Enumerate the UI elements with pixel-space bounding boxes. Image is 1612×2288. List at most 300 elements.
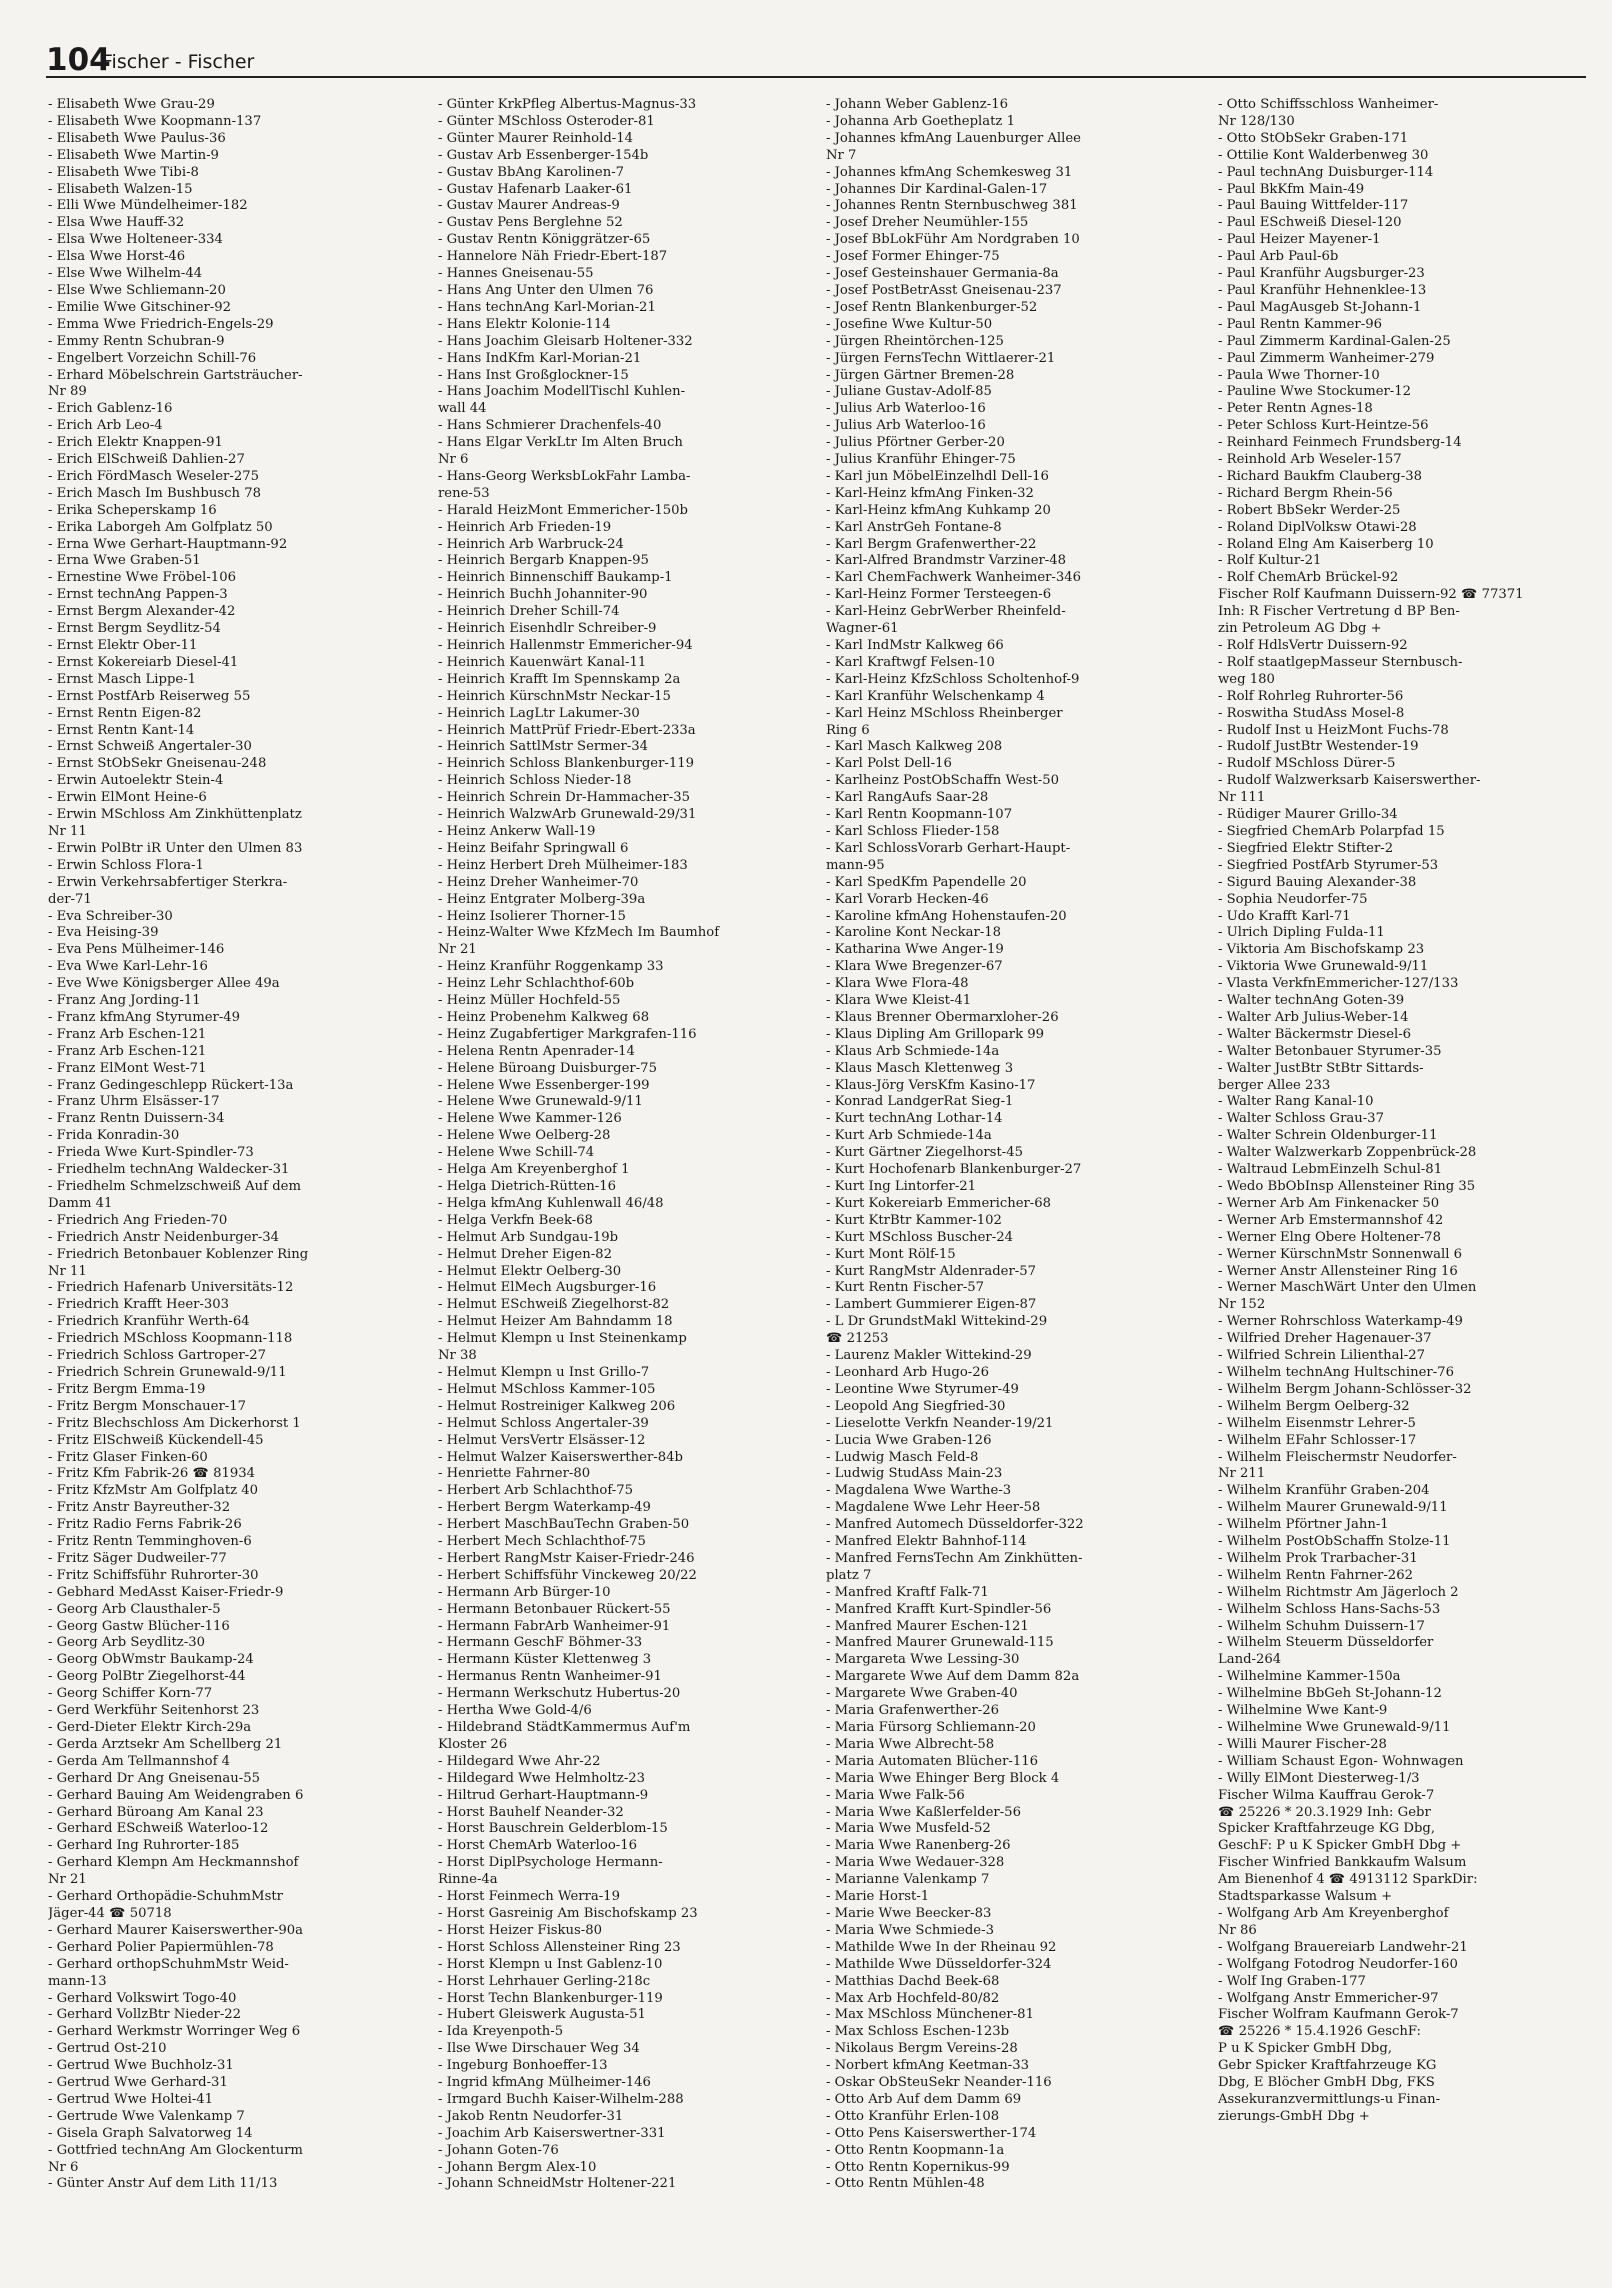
directory-entry: - Gertrud Ost-210 bbox=[48, 2041, 167, 2057]
directory-entry: - Harald HeizMont Emmericher-150b bbox=[438, 502, 688, 518]
directory-entry: - Heinrich Eisenhdlr Schreiber-9 bbox=[438, 621, 657, 637]
directory-entry: - Willy ElMont Diesterweg-1/3 bbox=[1218, 1770, 1420, 1786]
directory-entry: - Wilfried Schrein Lilienthal-27 bbox=[1218, 1348, 1425, 1364]
directory-entry: - Horst Schloss Allensteiner Ring 23 bbox=[438, 1939, 681, 1955]
directory-entry: - Max Arb Hochfeld-80/82 bbox=[826, 1990, 1000, 2006]
directory-column-4 bbox=[1218, 97, 1578, 2247]
directory-entry: der-71 bbox=[48, 891, 92, 907]
directory-entry: - Karl-Heinz Former Tersteegen-6 bbox=[826, 587, 1052, 603]
directory-entry: - Karl-Heinz GebrWerber Rheinfeld- bbox=[826, 604, 1066, 620]
directory-entry: - Herbert Mech Schlachthof-75 bbox=[438, 1534, 646, 1550]
directory-entry: - Heinz Probenehm Kalkweg 68 bbox=[438, 1009, 650, 1025]
directory-entry: - Karl-Heinz kfmAng Finken-32 bbox=[826, 485, 1034, 501]
directory-entry: - Horst ChemArb Waterloo-16 bbox=[438, 1838, 638, 1854]
directory-entry: - Josef Gesteinshauer Germania-8a bbox=[826, 266, 1059, 282]
directory-entry: - Friedrich Ang Frieden-70 bbox=[48, 1212, 228, 1228]
directory-entry: - Hans technAng Karl-Morian-21 bbox=[438, 299, 656, 315]
directory-entry: - Gisela Graph Salvatorweg 14 bbox=[48, 2125, 253, 2141]
directory-entry: - Manfred Kraftf Falk-71 bbox=[826, 1584, 989, 1600]
directory-entry: - Paul MagAusgeb St-Johann-1 bbox=[1218, 299, 1422, 315]
directory-entry: - Karl SchlossVorarb Gerhart-Haupt- bbox=[826, 840, 1071, 856]
directory-column-3 bbox=[826, 97, 1186, 2247]
directory-entry: - Erna Wwe Gerhart-Hauptmann-92 bbox=[48, 536, 288, 552]
directory-entry: - Gertrud Wwe Buchholz-31 bbox=[48, 2058, 234, 2074]
directory-entry: - Johann Bergm Alex-10 bbox=[438, 2159, 597, 2175]
directory-entry: - Nikolaus Bergm Vereins-28 bbox=[826, 2041, 1018, 2057]
directory-entry: - Heinrich MattPrüf Friedr-Ebert-233a bbox=[438, 722, 696, 738]
directory-entry: - Max MSchloss Münchener-81 bbox=[826, 2007, 1034, 2023]
directory-entry: - Jürgen FernsTechn Wittlaerer-21 bbox=[826, 350, 1056, 366]
directory-entry: - Josef BbLokFühr Am Nordgraben 10 bbox=[826, 232, 1080, 248]
directory-entry: - Friedrich Schloss Gartroper-27 bbox=[48, 1348, 266, 1364]
directory-entry: - Lucia Wwe Graben-126 bbox=[826, 1432, 992, 1448]
directory-entry: - Josef Rentn Blankenburger-52 bbox=[826, 299, 1038, 315]
directory-entry: - Roswitha StudAss Mosel-8 bbox=[1218, 705, 1405, 721]
directory-entry: - Gerda Am Tellmannshof 4 bbox=[48, 1753, 231, 1769]
directory-entry: - Hermann Betonbauer Rückert-55 bbox=[438, 1601, 671, 1617]
directory-entry: - Walter Schrein Oldenburger-11 bbox=[1218, 1128, 1438, 1144]
directory-entry: - Horst Techn Blankenburger-119 bbox=[438, 1990, 663, 2006]
directory-entry: - Margarete Wwe Auf dem Damm 82a bbox=[826, 1669, 1080, 1685]
directory-entry: - Juliane Gustav-Adolf-85 bbox=[826, 384, 992, 400]
directory-entry: Nr 86 bbox=[1218, 1922, 1257, 1938]
directory-entry: - Karl Schloss Flieder-158 bbox=[826, 823, 1000, 839]
directory-entry: - Erika Laborgeh Am Golfplatz 50 bbox=[48, 519, 273, 535]
directory-entry: - Ernst Masch Lippe-1 bbox=[48, 671, 197, 687]
directory-entry: Nr 211 bbox=[1218, 1466, 1266, 1482]
directory-entry: Nr 21 bbox=[48, 1872, 87, 1888]
directory-entry: - Manfred Maurer Grunewald-115 bbox=[826, 1635, 1054, 1651]
directory-entry: Nr 11 bbox=[48, 823, 87, 839]
directory-entry: - Werner Elng Obere Holtener-78 bbox=[1218, 1229, 1441, 1245]
directory-entry: - Josef Dreher Neumühler-155 bbox=[826, 215, 1029, 231]
directory-entry: - Henriette Fahrner-80 bbox=[438, 1466, 591, 1482]
directory-entry: - Paul technAng Duisburger-114 bbox=[1218, 164, 1434, 180]
directory-entry: - Franz Uhrm Elsässer-17 bbox=[48, 1094, 220, 1110]
directory-entry: - Wolfgang Arb Am Kreyenberghof bbox=[1218, 1905, 1449, 1921]
directory-entry: Am Bienenhof 4 ☎ 4913112 SparkDir: bbox=[1218, 1872, 1478, 1888]
directory-entry: - Fritz Glaser Finken-60 bbox=[48, 1449, 208, 1465]
directory-entry: - Eva Schreiber-30 bbox=[48, 908, 173, 924]
directory-entry: - Helmut Heizer Am Bahndamm 18 bbox=[438, 1314, 673, 1330]
directory-entry: - Rudolf Walzwerksarb Kaiserswerther- bbox=[1218, 773, 1481, 789]
directory-entry: - Johannes kfmAng Lauenburger Allee bbox=[826, 130, 1081, 146]
directory-entry: - Gebhard MedAsst Kaiser-Friedr-9 bbox=[48, 1584, 284, 1600]
directory-entry: - Leopold Ang Siegfried-30 bbox=[826, 1398, 1006, 1414]
directory-entry: - Reinhold Arb Weseler-157 bbox=[1218, 452, 1402, 468]
directory-entry: - Rudolf JustBtr Westender-19 bbox=[1218, 739, 1419, 755]
directory-entry: - Walter Bäckermstr Diesel-6 bbox=[1218, 1026, 1412, 1042]
directory-entry: - Walter Arb Julius-Weber-14 bbox=[1218, 1009, 1409, 1025]
directory-entry: - Klara Wwe Kleist-41 bbox=[826, 993, 972, 1009]
directory-entry: - Maria Wwe Musfeld-52 bbox=[826, 1821, 991, 1837]
directory-entry: - Eva Wwe Karl-Lehr-16 bbox=[48, 959, 208, 975]
directory-entry: - Karoline Kont Neckar-18 bbox=[826, 925, 1002, 941]
directory-entry: - Otto Rentn Koopmann-1a bbox=[826, 2142, 1005, 2158]
directory-entry: - Heinrich WalzwArb Grunewald-29/31 bbox=[438, 807, 697, 823]
directory-entry: - Josefine Wwe Kultur-50 bbox=[826, 316, 993, 332]
directory-entry: - Maria Wwe Wedauer-328 bbox=[826, 1855, 1005, 1871]
directory-entry: Dbg, E Blöcher GmbH Dbg, FKS bbox=[1218, 2075, 1435, 2091]
directory-entry: - Heinrich Schrein Dr-Hammacher-35 bbox=[438, 790, 690, 806]
directory-entry: - Manfred Automech Düsseldorfer-322 bbox=[826, 1517, 1084, 1533]
directory-entry: - Hildebrand StädtKammermus Auf'm bbox=[438, 1720, 691, 1735]
directory-entry: mann-13 bbox=[48, 1973, 107, 1989]
directory-entry: - Johann Goten-76 bbox=[438, 2142, 559, 2158]
directory-entry: - Helene Wwe Essenberger-199 bbox=[438, 1077, 650, 1093]
directory-entry: - Elisabeth Wwe Paulus-36 bbox=[48, 130, 226, 146]
directory-entry: - Helga Verkfn Beek-68 bbox=[438, 1212, 593, 1228]
directory-entry: Nr 7 bbox=[826, 147, 857, 163]
directory-entry: - Julius Arb Waterloo-16 bbox=[826, 401, 986, 417]
directory-entry: - Gerhard Werkmstr Worringer Weg 6 bbox=[48, 2024, 301, 2040]
directory-entry: - Margarete Wwe Graben-40 bbox=[826, 1686, 1018, 1702]
directory-entry: - Erwin MSchloss Am Zinkhüttenplatz bbox=[48, 807, 302, 823]
directory-entry: - Lambert Gummierer Eigen-87 bbox=[826, 1297, 1037, 1313]
directory-entry: - Leonhard Arb Hugo-26 bbox=[826, 1364, 990, 1380]
directory-entry: - Gerhard Maurer Kaiserswerther-90a bbox=[48, 1922, 304, 1938]
directory-entry: - Franz Arb Eschen-121 bbox=[48, 1043, 207, 1059]
directory-entry: - Hans Schmierer Drachenfels-40 bbox=[438, 418, 662, 434]
directory-entry: - Gerhard ESchweiß Waterloo-12 bbox=[48, 1821, 269, 1837]
directory-entry: - Gustav Pens Berglehne 52 bbox=[438, 215, 623, 231]
directory-entry: - Georg Arb Clausthaler-5 bbox=[48, 1601, 221, 1617]
directory-entry: - Reinhard Feinmech Frundsberg-14 bbox=[1218, 435, 1462, 451]
directory-entry: - Erwin ElMont Heine-6 bbox=[48, 790, 207, 806]
directory-entry: - Karl Heinz MSchloss Rheinberger bbox=[826, 705, 1063, 721]
directory-entry: - L Dr GrundstMakl Wittekind-29 bbox=[826, 1314, 1048, 1330]
directory-entry: - Paul Zimmerm Kardinal-Galen-25 bbox=[1218, 333, 1451, 349]
directory-entry: Nr 89 bbox=[48, 384, 87, 400]
directory-entry: - Ottilie Kont Walderbenweg 30 bbox=[1218, 147, 1429, 163]
directory-entry: - Ernst Rentn Eigen-82 bbox=[48, 705, 202, 721]
directory-entry: Nr 152 bbox=[1218, 1297, 1266, 1313]
directory-entry: - Erich Arb Leo-4 bbox=[48, 418, 163, 434]
directory-entry: - Wilhelm technAng Hultschiner-76 bbox=[1218, 1364, 1454, 1380]
directory-entry: - Werner Arb Am Finkenacker 50 bbox=[1218, 1195, 1440, 1211]
directory-entry: - Erich Elektr Knappen-91 bbox=[48, 435, 223, 451]
directory-entry: - Friedrich Anstr Neidenburger-34 bbox=[48, 1229, 280, 1245]
directory-entry: Stadtsparkasse Walsum + bbox=[1218, 1889, 1393, 1905]
directory-entry: - Walter Betonbauer Styrumer-35 bbox=[1218, 1043, 1442, 1059]
directory-entry: - William Schaust Egon- Wohnwagen bbox=[1218, 1753, 1464, 1769]
directory-entry: GeschF: P u K Spicker GmbH Dbg + bbox=[1218, 1838, 1462, 1854]
directory-entry: - Ludwig StudAss Main-23 bbox=[826, 1466, 1003, 1482]
directory-entry: - Johanna Arb Goetheplatz 1 bbox=[826, 113, 1015, 129]
directory-entry: weg 180 bbox=[1218, 671, 1275, 687]
directory-entry: - Horst Lehrhauer Gerling-218c bbox=[438, 1973, 651, 1989]
directory-entry: - Ernestine Wwe Fröbel-106 bbox=[48, 570, 236, 586]
directory-entry: - Horst Klempn u Inst Gablenz-10 bbox=[438, 1956, 663, 1972]
directory-entry: - Fritz Radio Ferns Fabrik-26 bbox=[48, 1517, 242, 1533]
directory-entry: - Heinz Herbert Dreh Mülheimer-183 bbox=[438, 857, 688, 873]
directory-entry: - Elsa Wwe Horst-46 bbox=[48, 249, 186, 265]
directory-entry: - Wilhelm Maurer Grunewald-9/11 bbox=[1218, 1500, 1448, 1516]
directory-entry: - Klaus Dipling Am Grillopark 99 bbox=[826, 1026, 1045, 1042]
directory-entry: - Wilhelm Bergm Johann-Schlösser-32 bbox=[1218, 1381, 1472, 1397]
directory-entry: - Konrad LandgerRat Sieg-1 bbox=[826, 1094, 1014, 1110]
directory-entry: - Helmut Walzer Kaiserswerther-84b bbox=[438, 1449, 683, 1465]
directory-entry: - Hannelore Näh Friedr-Ebert-187 bbox=[438, 249, 668, 265]
directory-entry: - Horst Bauhelf Neander-32 bbox=[438, 1804, 624, 1820]
directory-entry: - Kurt Mont Rölf-15 bbox=[826, 1246, 956, 1262]
directory-entry: - Helmut Klempn u Inst Grillo-7 bbox=[438, 1364, 650, 1380]
directory-entry: platz 7 bbox=[826, 1567, 872, 1583]
directory-entry: - Magdalena Wwe Warthe-3 bbox=[826, 1483, 1012, 1499]
directory-entry: - Ida Kreyenpoth-5 bbox=[438, 2024, 564, 2040]
directory-entry: - Erich ElSchweiß Dahlien-27 bbox=[48, 452, 245, 468]
directory-entry: - Wilhelmine Wwe Grunewald-9/11 bbox=[1218, 1720, 1451, 1735]
directory-entry: - Jakob Rentn Neudorfer-31 bbox=[438, 2108, 624, 2124]
directory-entry: - Herbert Schiffsführ Vinckeweg 20/22 bbox=[438, 1567, 697, 1583]
directory-entry: - Heinrich Kauenwärt Kanal-11 bbox=[438, 654, 647, 670]
directory-entry: - Wilfried Dreher Hagenauer-37 bbox=[1218, 1331, 1432, 1347]
directory-entry: rene-53 bbox=[438, 485, 490, 501]
directory-entry: - Kurt Rentn Fischer-57 bbox=[826, 1280, 985, 1296]
directory-entry: - Franz Gedingeschlepp Rückert-13a bbox=[48, 1077, 294, 1093]
directory-entry: - Hans IndKfm Karl-Morian-21 bbox=[438, 350, 642, 366]
directory-entry: - Fritz Anstr Bayreuther-32 bbox=[48, 1500, 231, 1516]
directory-entry: - Willi Maurer Fischer-28 bbox=[1218, 1736, 1387, 1752]
directory-entry: - Hans-Georg WerksbLokFahr Lamba- bbox=[438, 468, 691, 484]
directory-entry: - Lieselotte Verkfn Neander-19/21 bbox=[826, 1415, 1054, 1431]
directory-entry: - Walter Schloss Grau-37 bbox=[1218, 1111, 1384, 1127]
directory-entry: - Hildegard Wwe Ahr-22 bbox=[438, 1753, 601, 1769]
directory-entry: - Ernst Rentn Kant-14 bbox=[48, 722, 195, 738]
directory-entry: Nr 6 bbox=[48, 2159, 79, 2175]
directory-entry: - Erich Gablenz-16 bbox=[48, 401, 173, 417]
directory-entry: - Gertrude Wwe Valenkamp 7 bbox=[48, 2108, 245, 2124]
directory-entry: Nr 11 bbox=[48, 1263, 87, 1279]
directory-entry: - Otto Schiffsschloss Wanheimer- bbox=[1218, 97, 1439, 112]
directory-entry: - Günter MSchloss Osteroder-81 bbox=[438, 113, 655, 129]
directory-entry: - Wilhelm Pförtner Jahn-1 bbox=[1218, 1517, 1389, 1533]
directory-entry: - Heinz Zugabfertiger Markgrafen-116 bbox=[438, 1026, 697, 1042]
directory-entry: - Heinrich Bergarb Knappen-95 bbox=[438, 553, 649, 569]
directory-entry: - Gerhard Orthopädie-SchuhmMstr bbox=[48, 1889, 283, 1905]
directory-entry: - Ernst technAng Pappen-3 bbox=[48, 587, 228, 603]
directory-entry: - Vlasta VerkfnEmmericher-127/133 bbox=[1218, 976, 1459, 992]
directory-entry: - Rüdiger Maurer Grillo-34 bbox=[1218, 807, 1398, 823]
directory-entry: - Gerhard Ing Ruhrorter-185 bbox=[48, 1838, 240, 1854]
directory-entry: - Heinrich Schloss Nieder-18 bbox=[438, 773, 632, 789]
directory-entry: - Herbert Arb Schlachthof-75 bbox=[438, 1483, 634, 1499]
directory-entry: - Ernst Bergm Seydlitz-54 bbox=[48, 621, 221, 637]
directory-entry: - Emma Wwe Friedrich-Engels-29 bbox=[48, 316, 274, 332]
directory-entry: - Helmut Dreher Eigen-82 bbox=[438, 1246, 612, 1262]
directory-entry: - Heinrich Krafft Im Spennskamp 2a bbox=[438, 671, 681, 687]
directory-entry: - Hans Elektr Kolonie-114 bbox=[438, 316, 611, 332]
directory-entry: - Helmut ElMech Augsburger-16 bbox=[438, 1280, 657, 1296]
directory-entry: - Helmut Schloss Angertaler-39 bbox=[438, 1415, 649, 1431]
directory-entry: - Emilie Wwe Gitschiner-92 bbox=[48, 299, 232, 315]
directory-entry: - Karl-Heinz KfzSchloss Scholtenhof-9 bbox=[826, 671, 1080, 687]
directory-entry: - Marie Wwe Beecker-83 bbox=[826, 1905, 992, 1921]
directory-entry: mann-95 bbox=[826, 857, 885, 873]
directory-entry: - Werner KürschnMstr Sonnenwall 6 bbox=[1218, 1246, 1463, 1262]
directory-entry: Spicker Kraftfahrzeuge KG Dbg, bbox=[1218, 1821, 1436, 1837]
directory-entry: - Helmut Elektr Oelberg-30 bbox=[438, 1263, 622, 1279]
directory-entry: - Kurt Kokereiarb Emmericher-68 bbox=[826, 1195, 1052, 1211]
directory-entry: - Marie Horst-1 bbox=[826, 1889, 930, 1905]
directory-entry: berger Allee 233 bbox=[1218, 1077, 1331, 1093]
directory-entry: - Karl Polst Dell-16 bbox=[826, 756, 952, 772]
directory-entry: - Friedrich Schrein Grunewald-9/11 bbox=[48, 1364, 287, 1380]
directory-entry: - Gerhard Volkswirt Togo-40 bbox=[48, 1990, 237, 2006]
directory-entry: Nr 21 bbox=[438, 942, 477, 958]
directory-entry: - Maria Wwe Kaßlerfelder-56 bbox=[826, 1804, 1021, 1820]
directory-entry: - Helene Wwe Oelberg-28 bbox=[438, 1128, 611, 1144]
directory-entry: - Eve Wwe Königsberger Allee 49a bbox=[48, 976, 280, 992]
directory-entry: - Werner Arb Emstermannshof 42 bbox=[1218, 1212, 1444, 1228]
directory-entry: - Heinz Entgrater Molberg-39a bbox=[438, 891, 646, 907]
directory-entry: - Rolf HdlsVertr Duissern-92 bbox=[1218, 638, 1408, 653]
directory-entry: - Hans Inst Großglockner-15 bbox=[438, 367, 629, 383]
directory-entry: - Wilhelm Steuerm Düsseldorfer bbox=[1218, 1635, 1434, 1651]
directory-entry: - Heinrich Hallenmstr Emmericher-94 bbox=[438, 638, 693, 653]
directory-entry: Fischer Rolf Kaufmann Duissern-92 ☎ 77371 bbox=[1218, 587, 1524, 603]
directory-entry: - Klara Wwe Flora-48 bbox=[826, 976, 969, 992]
directory-entry: - Ernst Bergm Alexander-42 bbox=[48, 604, 236, 620]
directory-entry: - Heinrich LagLtr Lakumer-30 bbox=[438, 705, 640, 721]
directory-entry: Rinne-4a bbox=[438, 1872, 498, 1888]
directory-entry: Nr 38 bbox=[438, 1348, 477, 1364]
directory-entry: - Norbert kfmAng Keetman-33 bbox=[826, 2058, 1030, 2074]
directory-entry: - Heinrich Buchh Johanniter-90 bbox=[438, 587, 648, 603]
directory-entry: - Siegfried ChemArb Polarpfad 15 bbox=[1218, 823, 1445, 839]
directory-entry: - Maria Fürsorg Schliemann-20 bbox=[826, 1720, 1036, 1735]
directory-entry: - Wilhelm PostObSchaffn Stolze-11 bbox=[1218, 1534, 1451, 1550]
directory-entry: - Walter Walzwerkarb Zoppenbrück-28 bbox=[1218, 1145, 1477, 1161]
directory-entry: - Friedrich Betonbauer Koblenzer Ring bbox=[48, 1246, 309, 1262]
directory-entry: - Karl IndMstr Kalkweg 66 bbox=[826, 638, 1004, 653]
directory-entry: - Ingeburg Bonhoeffer-13 bbox=[438, 2058, 608, 2074]
directory-entry: Inh: R Fischer Vertretung d BP Ben- bbox=[1218, 604, 1460, 620]
directory-entry: - Herbert RangMstr Kaiser-Friedr-246 bbox=[438, 1550, 695, 1566]
directory-entry: - Richard Bergm Rhein-56 bbox=[1218, 485, 1393, 501]
directory-entry: - Fritz Schiffsführ Ruhrorter-30 bbox=[48, 1567, 259, 1583]
directory-entry: - Gertrud Wwe Gerhard-31 bbox=[48, 2075, 228, 2091]
directory-entry: wall 44 bbox=[438, 401, 487, 417]
directory-entry: - Rolf Rohrleg Ruhrorter-56 bbox=[1218, 688, 1404, 704]
directory-entry: - Hermann GeschF Böhmer-33 bbox=[438, 1635, 643, 1651]
directory-entry: - Karlheinz PostObSchaffn West-50 bbox=[826, 773, 1060, 789]
directory-entry: - Heinz Isolierer Thorner-15 bbox=[438, 908, 626, 924]
directory-entry: zierungs-GmbH Dbg + bbox=[1218, 2108, 1370, 2124]
directory-entry: - Emmy Rentn Schubran-9 bbox=[48, 333, 225, 349]
directory-entry: - Gustav Rentn Königgrätzer-65 bbox=[438, 232, 651, 248]
directory-entry: - Leontine Wwe Styrumer-49 bbox=[826, 1381, 1019, 1397]
directory-entry: - Hermanus Rentn Wanheimer-91 bbox=[438, 1669, 662, 1685]
directory-entry: - Maria Wwe Falk-56 bbox=[826, 1787, 965, 1803]
directory-entry: - Helene Wwe Schill-74 bbox=[438, 1145, 595, 1161]
directory-entry: - Elsa Wwe Holteneer-334 bbox=[48, 232, 223, 248]
directory-entry: - Maria Automaten Blücher-116 bbox=[826, 1753, 1039, 1769]
directory-entry: - Jürgen Rheintörchen-125 bbox=[826, 333, 1004, 349]
directory-entry: - Paul Bauing Wittfelder-117 bbox=[1218, 198, 1409, 214]
directory-entry: - Friedrich MSchloss Koopmann-118 bbox=[48, 1331, 293, 1347]
directory-entry: - Günter Anstr Auf dem Lith 11/13 bbox=[48, 2176, 278, 2192]
directory-entry: - Kurt Ing Lintorfer-21 bbox=[826, 1179, 977, 1194]
directory-entry: - Helmut Arb Sundgau-19b bbox=[438, 1229, 619, 1245]
directory-entry: - Waltraud LebmEinzelh Schul-81 bbox=[1218, 1162, 1443, 1178]
directory-entry: - Franz kfmAng Styrumer-49 bbox=[48, 1009, 241, 1025]
directory-entry: - Elisabeth Wwe Tibi-8 bbox=[48, 164, 199, 180]
directory-entry: - Sigurd Bauing Alexander-38 bbox=[1218, 874, 1417, 890]
directory-entry: - Manfred Krafft Kurt-Spindler-56 bbox=[826, 1601, 1052, 1617]
directory-entry: - Julius Kranführ Ehinger-75 bbox=[826, 452, 1016, 468]
directory-entry: - Walter Rang Kanal-10 bbox=[1218, 1094, 1374, 1110]
directory-entry: - Paul Zimmerm Wanheimer-279 bbox=[1218, 350, 1435, 366]
directory-entry: - Georg PolBtr Ziegelhorst-44 bbox=[48, 1669, 246, 1685]
directory-entry: - Helmut VersVertr Elsässer-12 bbox=[438, 1432, 646, 1448]
directory-entry: - Elli Wwe Mündelheimer-182 bbox=[48, 198, 248, 214]
directory-entry: Fischer Winfried Bankkaufm Walsum bbox=[1218, 1855, 1467, 1871]
directory-entry: - Werner Anstr Allensteiner Ring 16 bbox=[1218, 1263, 1458, 1279]
directory-entry: - Helmut Rostreiniger Kalkweg 206 bbox=[438, 1398, 676, 1414]
directory-entry: - Kurt Arb Schmiede-14a bbox=[826, 1128, 992, 1144]
directory-entry: - Erwin Verkehrsabfertiger Sterkra- bbox=[48, 874, 288, 890]
directory-entry: Kloster 26 bbox=[438, 1736, 508, 1752]
directory-entry: - Gustav Arb Essenberger-154b bbox=[438, 147, 649, 163]
directory-entry: - Hans Elgar VerkLtr Im Alten Bruch bbox=[438, 435, 683, 451]
directory-entry: - Paul Kranführ Augsburger-23 bbox=[1218, 266, 1425, 282]
directory-entry: - Maria Wwe Schmiede-3 bbox=[826, 1922, 994, 1938]
directory-entry: - Helga kfmAng Kuhlenwall 46/48 bbox=[438, 1195, 664, 1211]
directory-entry: - Karl ChemFachwerk Wanheimer-346 bbox=[826, 570, 1082, 586]
directory-entry: - Karl-Alfred Brandmstr Varziner-48 bbox=[826, 553, 1067, 569]
directory-entry: - Otto StObSekr Graben-171 bbox=[1218, 130, 1409, 146]
directory-entry: - Wilhelm EFahr Schlosser-17 bbox=[1218, 1432, 1417, 1448]
directory-entry: - Gerhard Klempn Am Heckmannshof bbox=[48, 1855, 299, 1871]
directory-entry: - Paul Rentn Kammer-96 bbox=[1218, 316, 1382, 332]
directory-entry: - Wolfgang Fotodrog Neudorfer-160 bbox=[1218, 1956, 1458, 1972]
directory-entry: - Wolfgang Anstr Emmericher-97 bbox=[1218, 1990, 1439, 2006]
directory-entry: - Johann SchneidMstr Holtener-221 bbox=[438, 2176, 677, 2192]
directory-entry: - Günter Maurer Reinhold-14 bbox=[438, 130, 634, 146]
directory-entry: - Karl AnstrGeh Fontane-8 bbox=[826, 519, 1002, 535]
directory-entry: - Wilhelm Bergm Oelberg-32 bbox=[1218, 1398, 1410, 1414]
directory-entry: - Kurt Hochofenarb Blankenburger-27 bbox=[826, 1162, 1082, 1178]
directory-entry: - Elisabeth Wwe Koopmann-137 bbox=[48, 113, 262, 129]
directory-entry: - Katharina Wwe Anger-19 bbox=[826, 942, 1004, 958]
directory-entry: - Horst Gasreinig Am Bischofskamp 23 bbox=[438, 1905, 698, 1921]
directory-entry: - Heinrich Arb Frieden-19 bbox=[438, 519, 612, 535]
directory-entry: - Eva Pens Mülheimer-146 bbox=[48, 942, 225, 958]
directory-entry: - Jürgen Gärtner Bremen-28 bbox=[826, 367, 1015, 383]
directory-entry: - Robert BbSekr Werder-25 bbox=[1218, 502, 1401, 518]
directory-entry: ☎ 25226 * 20.3.1929 Inh: Gebr bbox=[1218, 1804, 1431, 1820]
directory-entry: - Fritz Rentn Temminghoven-6 bbox=[48, 1534, 252, 1550]
directory-entry: - Elisabeth Wwe Martin-9 bbox=[48, 147, 219, 163]
directory-entry: - Klaus Brenner Obermarxloher-26 bbox=[826, 1009, 1059, 1025]
directory-entry: - Kurt technAng Lothar-14 bbox=[826, 1111, 1003, 1127]
directory-entry: - Wilhelm Eisenmstr Lehrer-5 bbox=[1218, 1415, 1416, 1431]
directory-entry: - Paul Heizer Mayener-1 bbox=[1218, 232, 1381, 248]
directory-entry: - Peter Schloss Kurt-Heintze-56 bbox=[1218, 418, 1429, 434]
directory-entry: - Margareta Wwe Lessing-30 bbox=[826, 1652, 1020, 1668]
directory-entry: - Elisabeth Wwe Grau-29 bbox=[48, 97, 215, 112]
directory-column-1 bbox=[48, 97, 408, 2247]
directory-entry: - Wilhelm Fleischermstr Neudorfer- bbox=[1218, 1449, 1457, 1465]
directory-entry: - Johann Weber Gablenz-16 bbox=[826, 97, 1008, 112]
directory-entry: - Helmut Klempn u Inst Steinenkamp bbox=[438, 1331, 687, 1347]
directory-entry: - Viktoria Wwe Grunewald-9/11 bbox=[1218, 959, 1429, 975]
directory-entry: - Ludwig Masch Feld-8 bbox=[826, 1449, 979, 1465]
directory-entry: - Friedhelm technAng Waldecker-31 bbox=[48, 1162, 290, 1178]
directory-entry: Jäger-44 ☎ 50718 bbox=[48, 1905, 172, 1921]
directory-entry: - Hans Joachim ModellTischl Kuhlen- bbox=[438, 384, 686, 400]
